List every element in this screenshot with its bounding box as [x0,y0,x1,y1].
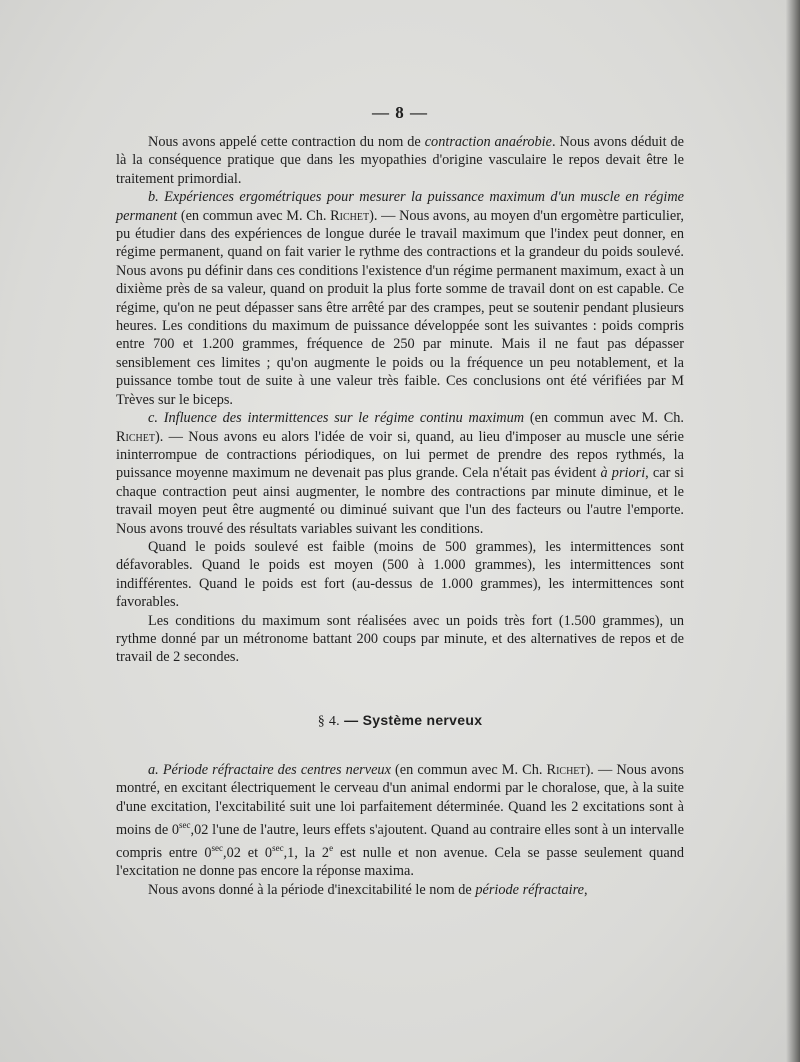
paragraph-influence-intermittences [116,409,684,538]
text-run: est nulle et non avenue. Cela se passe seulement quand l'excitation ne donne pas encore la réponse maxima. [116,844,684,880]
subsection-title-c: c. Influence des intermittences sur le régime continu maximum [148,410,525,427]
text-run: ,02 et 0 [223,844,273,861]
italic-term: période réfractaire [475,881,585,898]
text-run: (en commun avec M. Ch. [524,410,684,427]
text-run: , [584,881,588,898]
text-run: (en commun avec M. Ch. [390,761,547,778]
unit-superscript: sec [272,843,284,854]
text-run: (en commun avec M. Ch. [177,207,331,224]
section-title: — Système nerveux [339,711,483,728]
paragraph-conditions-maximum: Les conditions du maximum sont réalisées avec un poids très fort (1.500 grammes), un rythme donné par un métronome battant 200 coups par minute, et des alternatives de repos et de travail de 2 secondes. [116,612,684,666]
paragraph-periode-refractaire [116,761,684,881]
text-run: ). — Nous avons eu alors l'idée de voir si, quand, au lieu d'imposer au muscle une série ininterrompue de contractions périodiques, on lui permet de prendre des repos rythmés, la puissance moyenne maximum ne devenait pas plus grande. Cela n'était pas évident [116,428,684,482]
text-run: ,02 l'une de l'autre, leurs effets s'ajoutent. Quand au contraire elles sont à un intervalle compris entre 0 [116,821,684,861]
text-run: Nous avons appelé cette contraction du nom de [148,134,425,150]
page-number: — 8 — [372,103,428,122]
author-name: Richet [546,761,586,778]
ordinal-superscript: e [329,843,334,854]
text-run: ,1, la 2 [283,844,330,861]
section-number: § 4. [317,713,340,729]
subsection-title-b: b. Expériences ergométriques pour mesurer la puissance maximum d'un muscle en régime permanent [116,189,684,224]
text-run: Nous avons donné à la période d'inexcitabilité le nom de [148,881,476,898]
paragraph-inexcitabilite [116,881,684,899]
unit-superscript: sec [179,820,191,830]
author-name: Richet [116,428,155,445]
section-heading [116,712,684,730]
paragraph-contraction-anaerobie [116,133,684,188]
text-run: . Nous avons déduit de là la conséquence pratique que dans les myopathies d'origine vasculaire le repos devait être le traitement primordial. [116,134,685,187]
author-name: Richet [330,207,370,224]
text-run: ). — Nous avons, au moyen d'un ergomètre particulier, pu étudier dans des expériences de longue durée le travail maximum que l'index peut donner, en régime permanent, quand on fait varier le rythme des contractions et la grandeur du poids soulevé. Nous avons pu définir dans ces conditions l'existence d'un régime permanent maximum, exact à un dixième près de sa valeur, quand on produit la plus forte somme de travail dont on est capable. Ce régime, qu'on ne peut dépasser sans être arrêté par des crampes, peut se soutenir pendant plusieurs heures. Les conditions du maximum de puissance développée sont les suivantes : poids compris entre 700 et 1.200 grammes, fréquence de 250 par minute. Mais il ne faut pas dépasser sensiblement ces limites ; qu'on augmente le poids ou la fréquence un peu notablement, et la puissance tombe tout de suite à une valeur très faible. Ces conclusions ont été vérifiées par M Trèves sur le biceps. [116,207,685,408]
italic-term: à priori [600,465,646,482]
page-edge-shadow [786,0,800,1062]
italic-term: contraction anaérobie [424,134,552,150]
subsection-title-a: a. Période réfractaire des centres nerveux [148,761,391,778]
unit-superscript: sec [211,843,224,854]
text-run: , car si chaque contraction peut ainsi augmenter, le nombre des contractions par minute diminue, et le travail moyen peut être augmenté ou diminué suivant que l'un des facteurs ou l'autre l'emporte. Nous avons trouvé des résultats variables suivant les conditions. [116,465,684,537]
paragraph-poids-souleve: Quand le poids soulevé est faible (moins de 500 grammes), les intermittences sont défavorables. Quand le poids est moyen (500 à 1.000 grammes), les intermittences sont indifférentes. Quand le poids est fort (au-dessus de 1.000 grammes), les intermittences sont favorables. [116,538,684,611]
paragraph-experiences-ergometriques [116,188,684,409]
page-content [116,133,684,899]
text-run: ). — Nous avons montré, en excitant électriquement le cerveau d'un animal endormi par le choralose, que, à la suite d'une excitation, l'excitabilité suit une loi parfaitement déterminée. Quand les 2 excitations sont à moins de 0 [116,761,684,838]
